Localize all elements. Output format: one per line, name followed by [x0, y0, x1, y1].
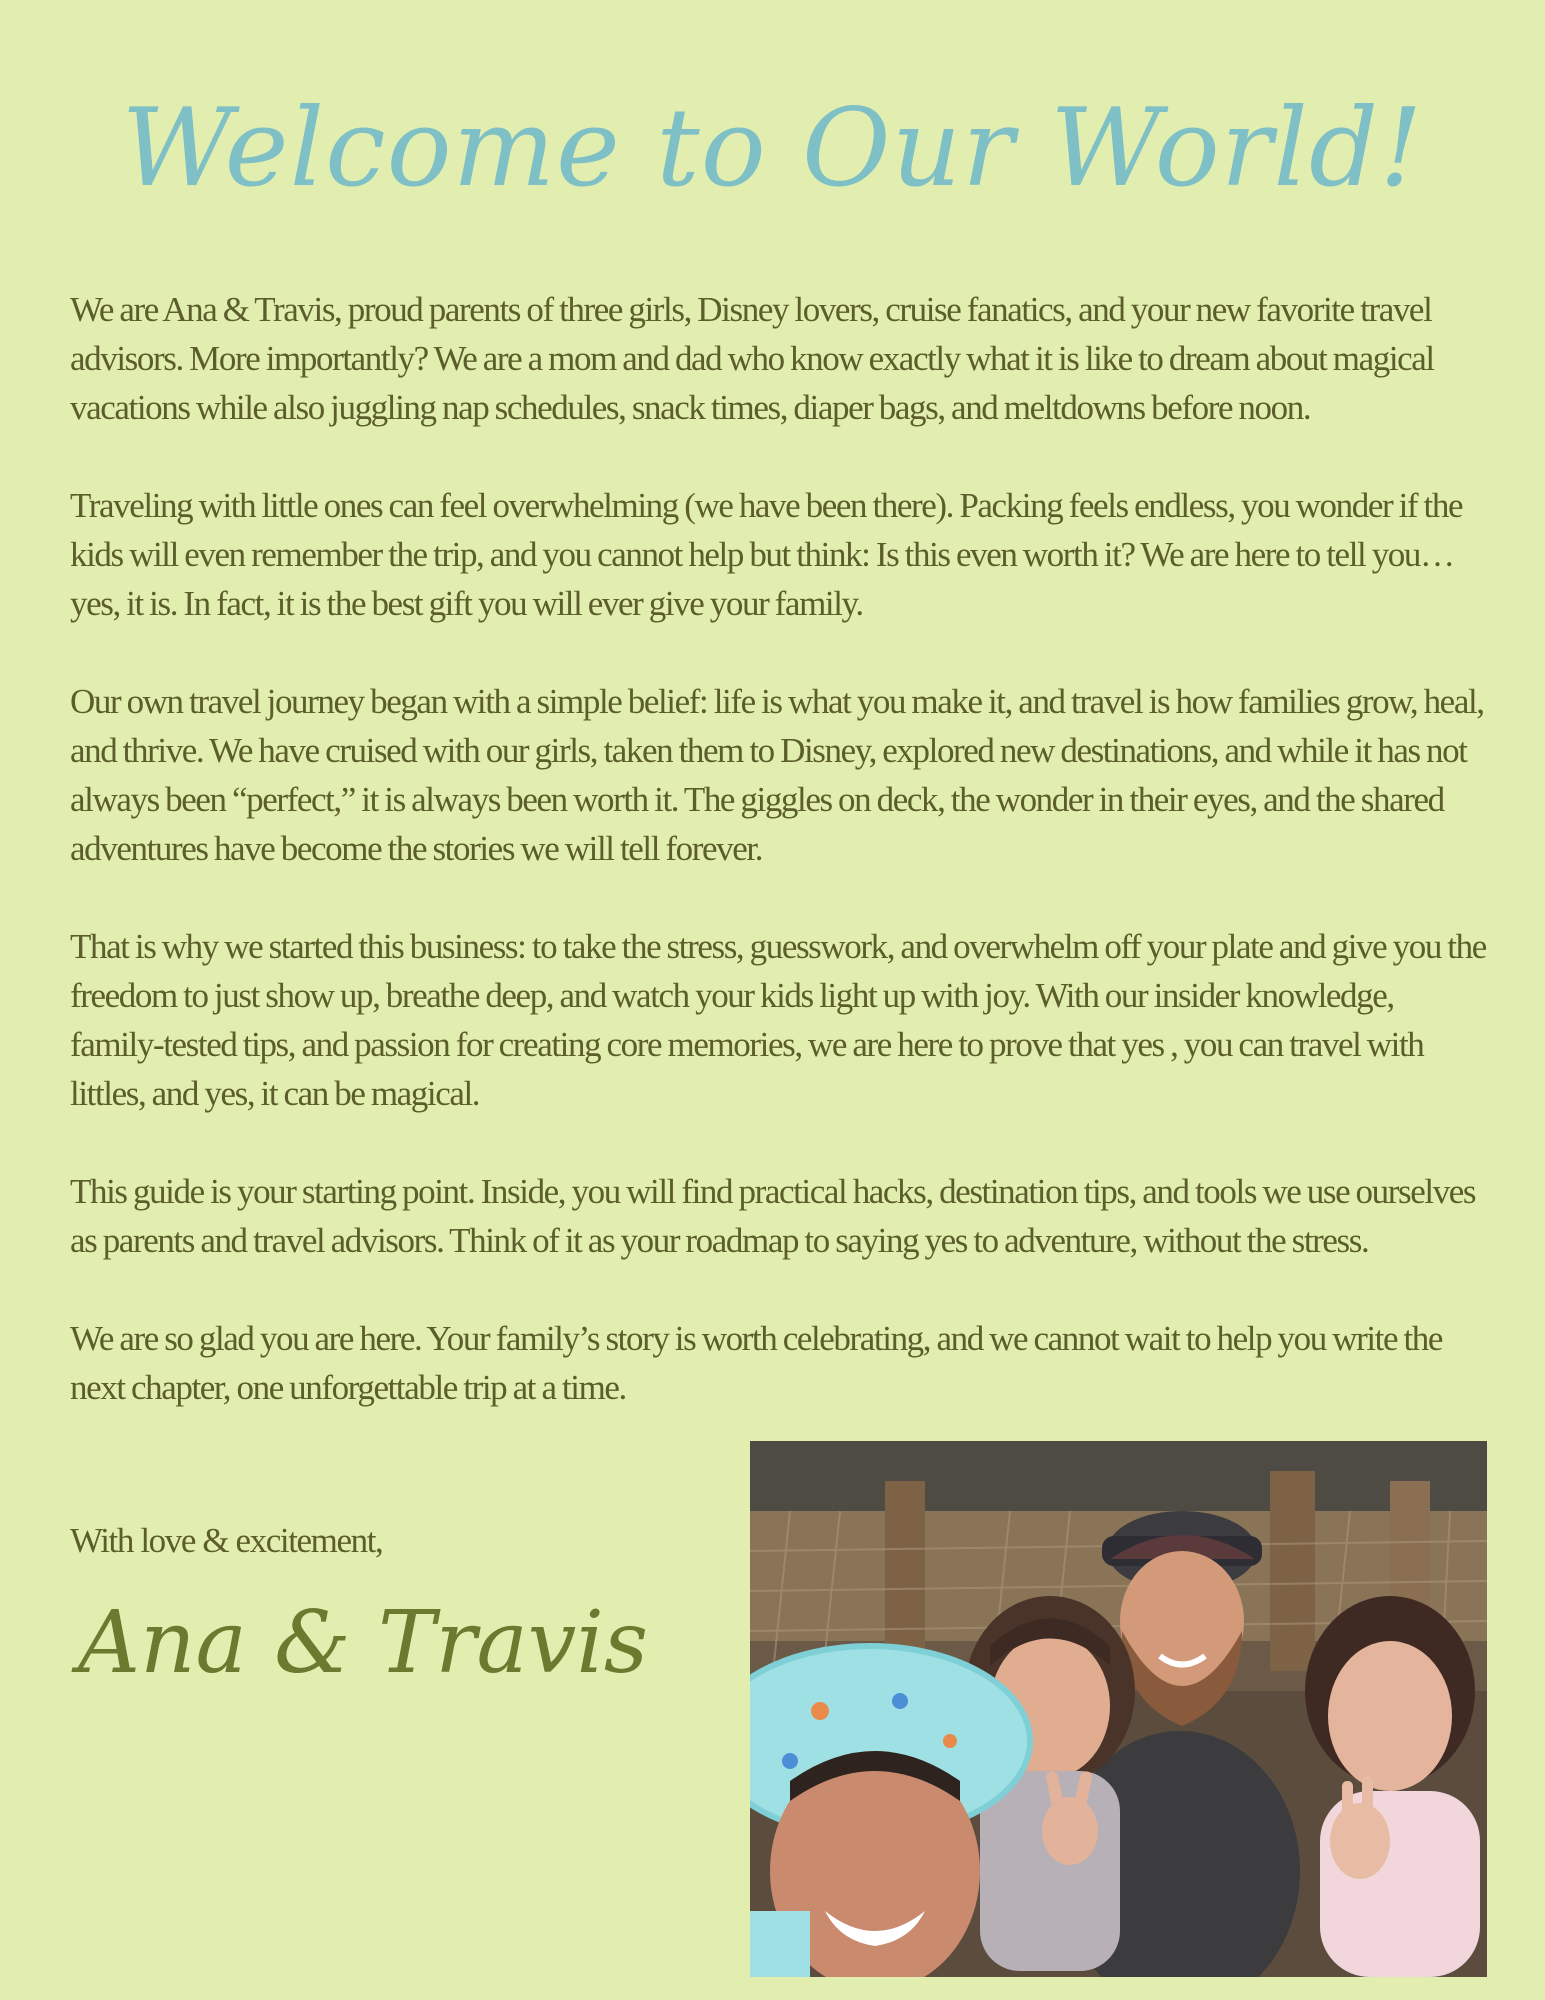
paragraph-business: That is why we started this business: to take the stress, guesswork, and overwhelm off your plate and give you the freedom to just show up, breathe deep, and watch your kids light up with joy. With our insider knowledge, family-tested tips, and passion for creating core memories, we are here to prove that yes , you can travel with littles, and yes, it can be magical.	[70, 927, 1486, 1113]
paragraph-glad: We are so glad you are here. Your family’s story is worth celebrating, and we cannot wait to help you write the next chapter, one unforgettable trip at a time.	[70, 1319, 1443, 1407]
paragraph-intro: We are Ana & Travis, proud parents of three girls, Disney lovers, cruise fanatics, and your new favorite travel advisors. More importantly? We are a mom and dad who know exactly what it is like to dream about magical vacations while also juggling nap schedules, snack times, diaper bags, and meltdowns before noon.	[70, 290, 1434, 427]
signature: Ana & Travis	[78, 1593, 648, 1693]
closing-line: With love & excitement,	[70, 1521, 383, 1560]
family-photo	[750, 1441, 1487, 1977]
page-title: Welcome to Our World!	[121, 86, 1424, 211]
paragraph-guide: This guide is your starting point. Inside, you will find practical hacks, destination tips, and tools we use ourselves as parents and travel advisors. Think of it as your roadmap to saying yes to adventure, without the stress.	[70, 1172, 1476, 1260]
paragraph-journey: Our own travel journey began with a simple belief: life is what you make it, and travel is how families grow, heal, and thrive. We have cruised with our girls, taken them to Disney, explored new destinations, and while it has not always been “perfect,” it is always been worth it. The giggles on deck, the wonder in their eyes, and the shared adventures have become the stories we will tell forever.	[70, 682, 1484, 868]
paragraph-traveling: Traveling with little ones can feel overwhelming (we have been there). Packing feels endless, you wonder if the kids will even remember the trip, and you cannot help but think: Is this even worth it? We are here to tell you… yes, it is. In fact, it is the best gift you will ever give your family.	[70, 486, 1463, 623]
letter-body	[70, 285, 1490, 1461]
